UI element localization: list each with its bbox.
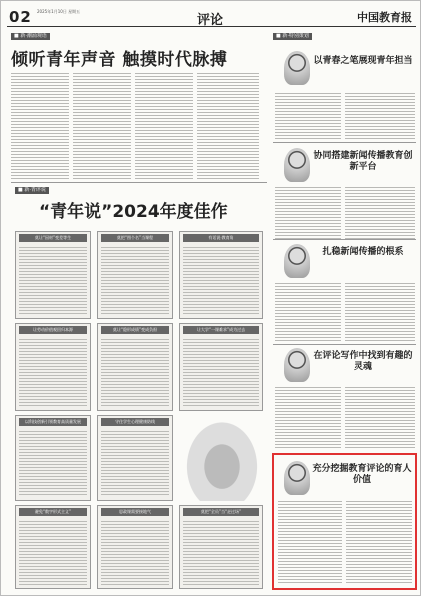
divider — [273, 142, 416, 143]
column-text — [275, 385, 341, 449]
article-text-col — [73, 71, 131, 179]
excerpt-label: 避免“数字形式主义” — [19, 508, 87, 516]
excerpt-label: 有话说·教育角 — [183, 234, 259, 242]
page-header — [7, 5, 416, 27]
date-line: 2025年1月10日 星期五 — [37, 9, 81, 14]
excerpt-label: 让劳动价值观回归本源 — [19, 326, 87, 334]
column-title: 充分挖掘教育评论的育人价值 — [312, 464, 412, 485]
section-title: 评论 — [197, 13, 224, 28]
headline: 倾听青年声音 触摸时代脉搏 — [11, 50, 228, 70]
article-text-col — [11, 71, 69, 179]
excerpt-label: 莫让“隐形成绩”变成负担 — [101, 326, 169, 334]
column-text — [345, 91, 415, 139]
left-section-tag: ■ 新·潮涌观语 — [11, 33, 50, 40]
excerpt-label: 莫把“图个名”当课程 — [101, 234, 169, 242]
excerpt-label: 莫让“因材”变差等生 — [19, 234, 87, 242]
column-title: 协同搭建新闻传播教育创新平台 — [313, 151, 413, 172]
column-title: 以青春之笔展现青年担当 — [313, 56, 413, 66]
excerpt-box — [97, 323, 173, 411]
divider — [273, 344, 416, 345]
column-title: 扎稳新闻传播的根系 — [322, 247, 404, 257]
column-title: 在评论写作中找到有趣的灵魂 — [313, 351, 413, 372]
column-text — [278, 499, 342, 585]
divider — [273, 239, 416, 240]
column-text — [275, 91, 341, 139]
excerpt-box — [15, 415, 91, 501]
excerpt-box — [97, 505, 173, 589]
feature-tag: ■ 新·青评说 — [15, 187, 49, 194]
masthead-logo: 中国教育报 — [357, 11, 412, 24]
column-text — [346, 499, 412, 585]
column-text — [345, 281, 415, 343]
author-photo — [284, 51, 310, 85]
feature-title: “青年说”2024年度佳作 — [39, 202, 228, 222]
author-photo — [284, 461, 310, 495]
article-text-col — [135, 71, 193, 179]
excerpt-label: 让大学“一课难求”成为过去 — [183, 326, 259, 334]
page-number: 02 — [9, 8, 32, 26]
illustration-books — [181, 415, 263, 501]
column-text — [275, 185, 341, 241]
right-section-tag: ■ 新·特别策划 — [273, 33, 312, 40]
author-photo — [284, 244, 310, 278]
column-text — [345, 185, 415, 241]
excerpt-box — [15, 231, 91, 319]
author-photo — [284, 348, 310, 382]
column-text — [345, 385, 415, 449]
divider — [11, 182, 267, 183]
column-text — [275, 281, 341, 343]
excerpt-label: 思政课需要接地气 — [101, 508, 169, 516]
excerpt-label: 莫把“全员”当“走过场” — [183, 508, 259, 516]
article-text-col — [197, 71, 259, 179]
excerpt-box — [179, 505, 263, 589]
excerpt-label: 以科技创新引领教育高质量发展 — [19, 418, 87, 426]
excerpt-box — [179, 323, 263, 411]
excerpt-box — [97, 231, 173, 319]
excerpt-label: 守住学生心理健康防线 — [101, 418, 169, 426]
excerpt-box — [15, 505, 91, 589]
excerpt-box — [97, 415, 173, 501]
highlighted-article — [272, 453, 417, 590]
excerpt-box — [179, 231, 263, 319]
excerpt-box — [15, 323, 91, 411]
author-photo — [284, 148, 310, 182]
